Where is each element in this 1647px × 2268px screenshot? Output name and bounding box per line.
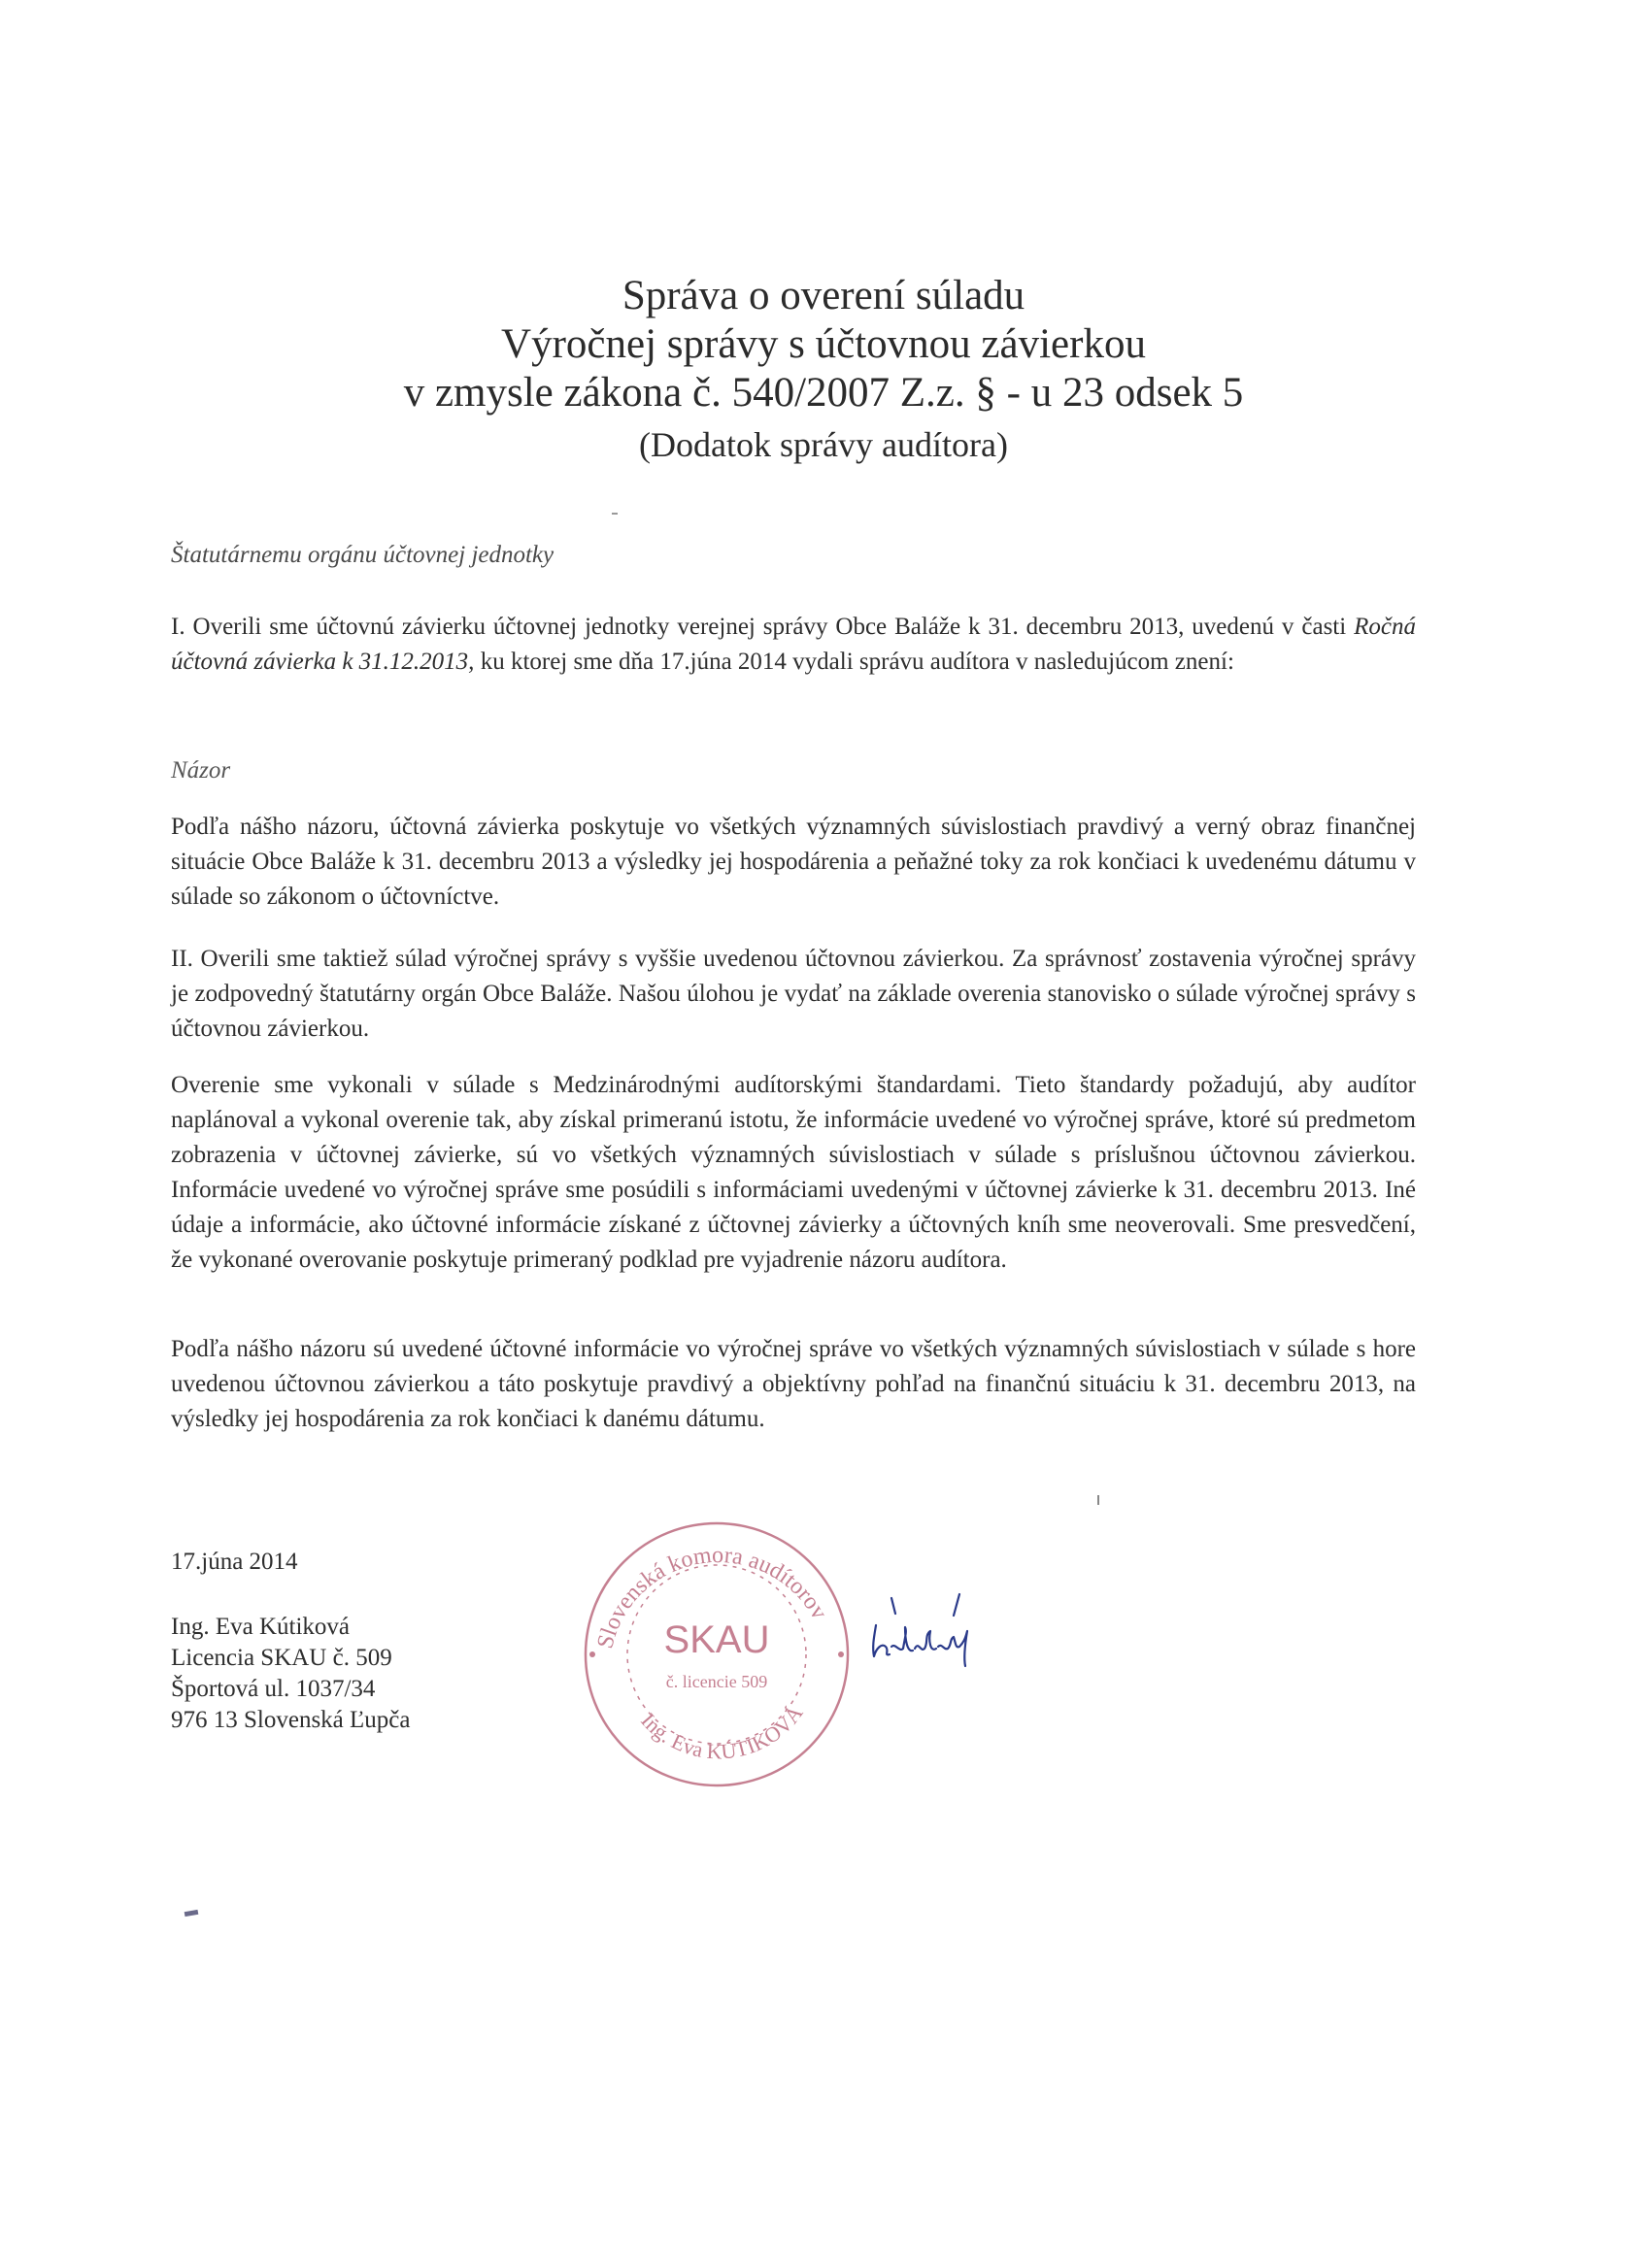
title-line-1: Správa o overení súladu: [622, 273, 1025, 318]
title-subtitle: (Dodatok správy audítora): [639, 425, 1008, 464]
scan-speck: [1097, 1495, 1099, 1505]
report-date: 17.júna 2014: [171, 1549, 298, 1575]
document-title: [0, 272, 1647, 472]
scan-speck: [612, 513, 618, 515]
paragraph-3: II. Overili sme taktiež súlad výročnej správy s vyššie uvedenou účtovnou závierkou. Za správnosť zostavenia výročnej správy je zodpovedný štatutárny orgán Obce Baláže. Našou úlohou je vydať na základe overenia stanovisko o súlade výročnej správy s účtovnou závierkou.: [171, 946, 1416, 1042]
opinion-heading: Názor: [171, 757, 231, 784]
paragraph-5: Podľa nášho názoru sú uvedené účtovné informácie vo výročnej správe vo všetkých významných súvislostiach v súlade s hore uvedenou účtovnou závierkou a táto poskytuje pravdivý a objektívny pohľad na finančnú situáciu k 31. decembru 2013, na výsledky jej hospodárenia za rok končiaci k danému dátumu.: [171, 1336, 1416, 1432]
stamp-center-text: SKAU: [663, 1618, 770, 1661]
paragraph-1-italic: Ročná účtovná závierka k 31.12.2013,: [171, 614, 1416, 675]
paragraph-1-text-a: I. Overili sme účtovnú závierku účtovnej jednotky verejnej správy Obce Baláže k 31. decembru 2013, uvedenú v časti: [171, 614, 1355, 640]
auditor-stamp-icon: [571, 1507, 862, 1798]
stamp-license-text: č. licencie 509: [665, 1672, 768, 1691]
signer-block: [171, 1612, 410, 1736]
stamp-bottom-text: Ing. Eva KÚTIKOVÁ: [636, 1700, 808, 1764]
paragraph-1-text-b: ku ktorej sme dňa 17.júna 2014 vydali správu audítora v nasledujúcom znení:: [474, 649, 1234, 675]
scan-speck: [185, 1910, 199, 1917]
addressee: Štatutárnemu orgánu účtovnej jednotky: [171, 542, 555, 568]
paragraph-1: [171, 610, 1416, 680]
signature-icon: [862, 1592, 989, 1670]
signer-city: 976 13 Slovenská Ľupča: [171, 1707, 411, 1733]
title-line-2: Výročnej správy s účtovnou závierkou: [501, 321, 1146, 367]
stamp-ring-text: Slovenská komora audítorov: [592, 1543, 832, 1651]
signer-name: Ing. Eva Kútiková: [171, 1614, 350, 1640]
signer-license: Licencia SKAU č. 509: [171, 1645, 392, 1671]
paragraph-2: Podľa nášho názoru, účtovná závierka poskytuje vo všetkých významných súvislostiach pravdivý a verný obraz finančnej situácie Obce Baláže k 31. decembru 2013 a výsledky jej hospodárenia a peňažné toky za rok končiaci k uvedenému dátumu v súlade so zákonom o účtovníctve.: [171, 814, 1416, 910]
paragraph-4: Overenie sme vykonali v súlade s Medzinárodnými audítorskými štandardami. Tieto štandardy požadujú, aby audítor naplánoval a vykonal overenie tak, aby získal primeranú istotu, že informácie uvedené vo výročnej správe, ktoré sú predmetom zobrazenia v účtovnej závierke, sú vo všetkých významných súvislostiach v súlade s príslušnou účtovnou závierkou. Informácie uvedené vo výročnej správe sme posúdili s informáciami uvedenými v účtovnej závierke k 31. decembru 2013. Iné údaje a informácie, ako účtovné informácie získané z účtovnej závierky a účtovných kníh sme neoverovali. Sme presvedčení, že vykonané overovanie poskytuje primeraný podklad pre vyjadrenie názoru audítora.: [171, 1072, 1416, 1273]
signer-street: Športová ul. 1037/34: [171, 1676, 376, 1702]
title-line-3: v zmysle zákona č. 540/2007 Z.z. § - u 23 odsek 5: [403, 370, 1244, 416]
